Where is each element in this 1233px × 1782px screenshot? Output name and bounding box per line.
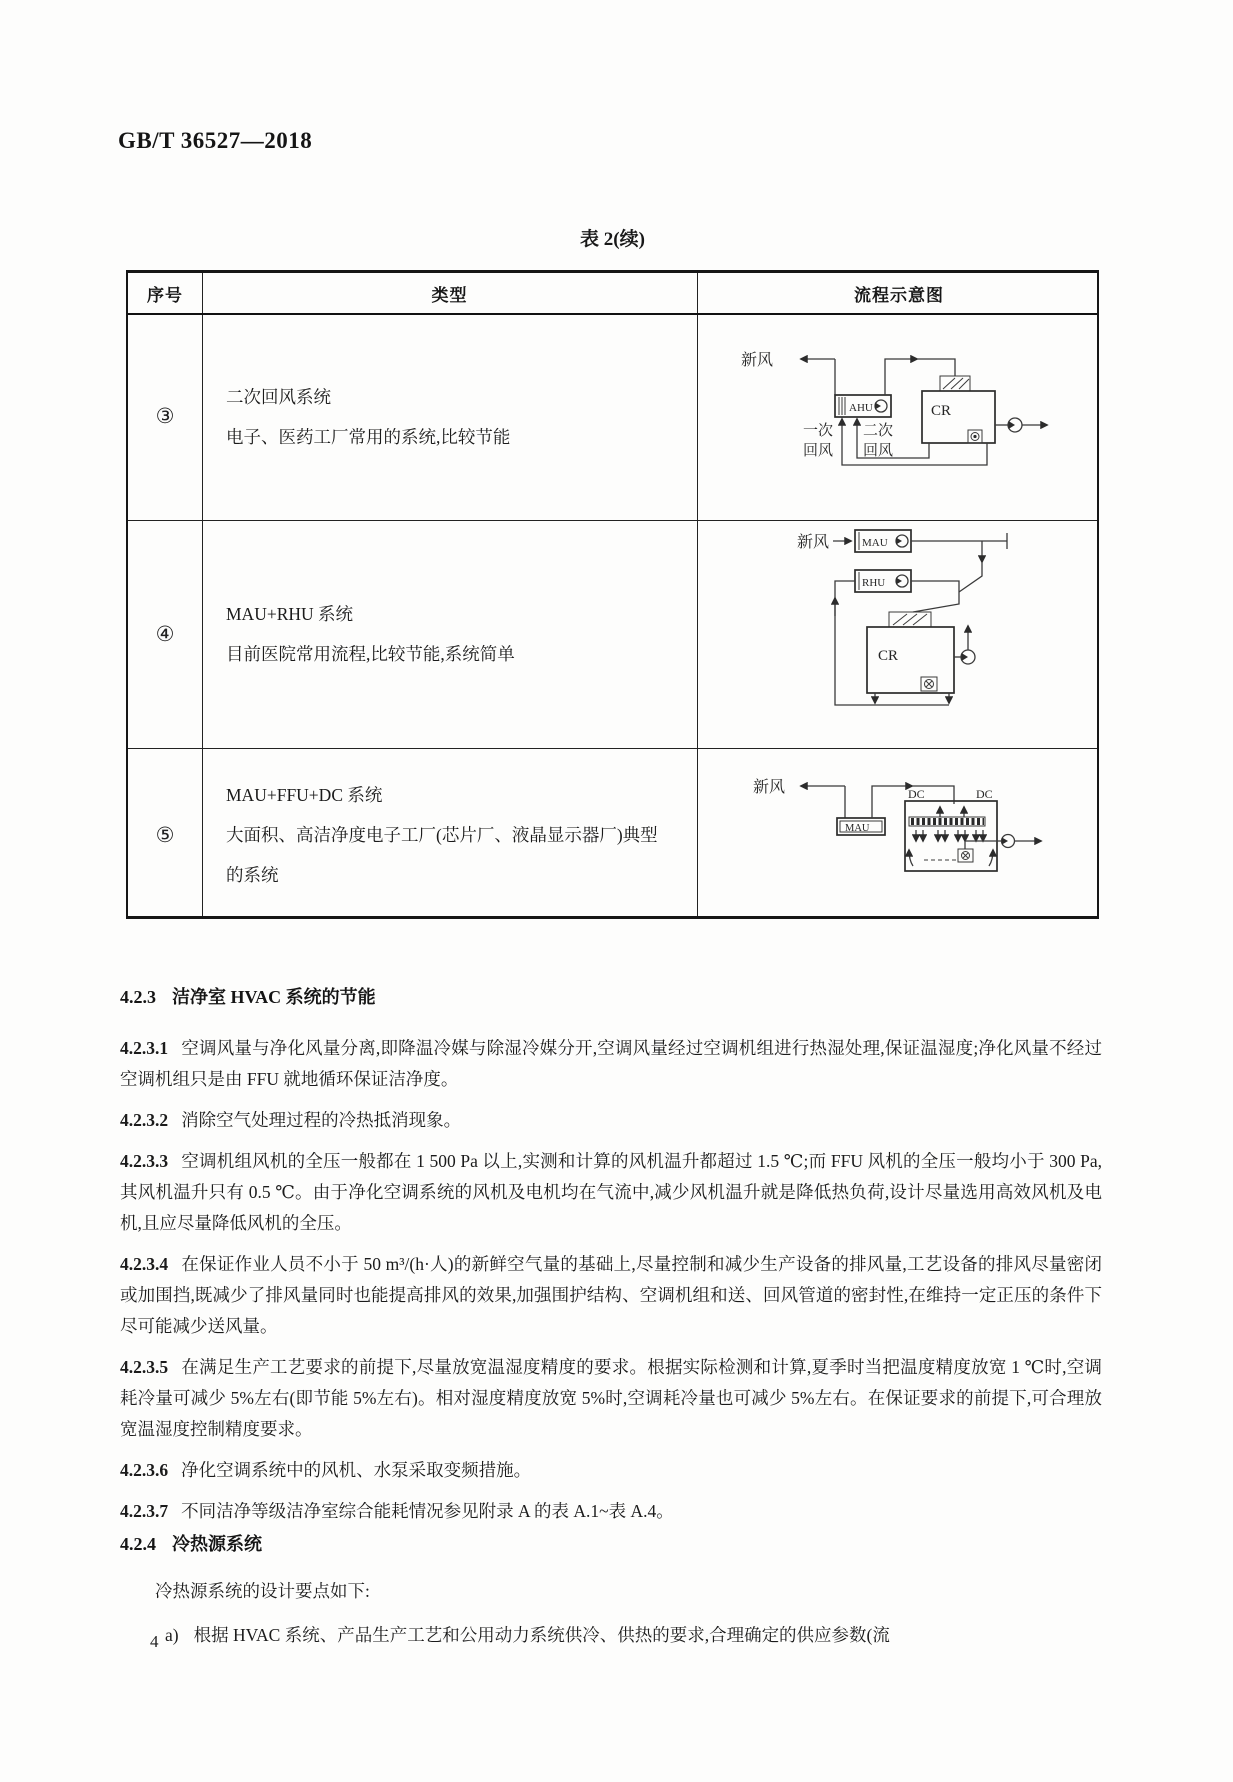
page-number: 4 <box>150 1632 159 1651</box>
exhaust-fan <box>1002 835 1015 848</box>
clause-number: 4.2.3.3 <box>120 1151 169 1171</box>
rhu-label: RHU <box>862 577 886 589</box>
clause-title: 冷热源系统 <box>172 1534 262 1554</box>
clause-4231 <box>120 1033 1102 1095</box>
clause-text: 不同洁净等级洁净室综合能耗情况参见附录 A 的表 A.1~表 A.4。 <box>181 1501 674 1521</box>
row5-type-desc: 大面积、高洁净度电子工厂(芯片厂、液晶显示器厂)典型的系统 <box>226 825 658 885</box>
cleanroom-label: CR <box>878 648 899 664</box>
fresh-air-label: 新风 <box>797 534 830 551</box>
clause-4234 <box>120 1249 1102 1342</box>
row3-seq: ③ <box>155 404 175 428</box>
mau-box <box>855 530 911 552</box>
row5-seq: ⑤ <box>155 822 175 847</box>
clause-text: 消除空气处理过程的冷热抵消现象。 <box>181 1110 462 1130</box>
cleanroom-box <box>867 627 954 693</box>
clause-number: 4.2.3.6 <box>120 1460 169 1480</box>
dc-label-left: DC <box>908 787 925 801</box>
clause-4237 <box>120 1496 1102 1527</box>
mau-box <box>837 818 885 835</box>
clause-number: 4.2.4 <box>120 1534 156 1554</box>
ffu-filter-bank <box>909 817 985 826</box>
clause-424-item-a <box>120 1620 1102 1651</box>
dc-label-right: DC <box>976 787 993 801</box>
clause-number: 4.2.3.2 <box>120 1110 169 1130</box>
clause-4233 <box>120 1146 1102 1239</box>
system-type-table <box>126 270 1099 919</box>
clause-423-section <box>120 985 1102 1537</box>
secondary-return-label: 二次 <box>863 423 894 439</box>
primary-return-label: 回风 <box>803 443 834 459</box>
clause-424-section <box>120 1532 1102 1651</box>
exhaust-fan <box>1008 418 1022 432</box>
primary-return-label: 一次 <box>803 423 834 439</box>
cleanroom-box <box>905 787 997 871</box>
row4-type-desc: 目前医院常用流程,比较节能,系统简单 <box>226 644 515 664</box>
rhu-box <box>855 570 911 592</box>
col-header-seq: 序号 <box>147 285 183 305</box>
row4-seq: ④ <box>155 621 175 646</box>
cleanroom-label: CR <box>931 403 952 419</box>
clause-424-intro: 冷热源系统的设计要点如下: <box>155 1581 370 1601</box>
clause-424-heading <box>120 1532 1102 1556</box>
mau-label: MAU <box>845 823 870 834</box>
row4-type-title: MAU+RHU 系统 <box>226 604 354 624</box>
list-item-label: a) <box>165 1625 179 1645</box>
row3-type-title: 二次回风系统 <box>226 386 331 407</box>
diagram-secondary-return-system <box>697 313 1101 520</box>
clause-4236 <box>120 1455 1102 1486</box>
airflow-down-arrows <box>916 830 983 841</box>
clause-text: 净化空调系统中的风机、水泵采取变频措施。 <box>181 1460 532 1480</box>
fresh-air-label: 新风 <box>741 352 774 369</box>
col-header-diagram: 流程示意图 <box>854 285 944 305</box>
ahu-box <box>835 395 891 417</box>
hepa-filter <box>940 376 970 391</box>
clause-number: 4.2.3.7 <box>120 1501 169 1521</box>
clause-number: 4.2.3.1 <box>120 1038 169 1058</box>
diagram-mau-ffu-dc-system <box>697 748 1101 922</box>
fresh-air-label: 新风 <box>753 779 786 796</box>
mau-label: MAU <box>862 537 888 549</box>
clause-text: 在满足生产工艺要求的前提下,尽量放宽温湿度精度的要求。根据实际检测和计算,夏季时当把温度精度放宽 1 ℃时,空调耗冷量可减少 5%左右(即节能 5%左右)。相对湿度精度放宽 5%时,空调耗冷量也可减少 5%左右。在保证要求的前提下,可合理放宽温湿度控制精度要求。 <box>120 1357 1102 1439</box>
row3-type-desc: 电子、医药工厂常用的系统,比较节能 <box>226 426 511 447</box>
clause-number: 4.2.3.5 <box>120 1357 169 1377</box>
diagram-mau-rhu-system <box>697 520 1101 748</box>
clause-text: 空调风量与净化风量分离,即降温冷媒与除湿冷媒分开,空调风量经过空调机组进行热湿处理,保证温湿度;净化风量不经过空调机组只是由 FFU 就地循环保证洁净度。 <box>120 1038 1102 1089</box>
clause-number: 4.2.3.4 <box>120 1254 169 1274</box>
clause-4235 <box>120 1352 1102 1445</box>
supply-fan <box>961 650 975 664</box>
clause-text: 在保证作业人员不小于 50 m³/(h·人)的新鲜空气量的基础上,尽量控制和减少生产设备的排风量,工艺设备的排风尽量密闭或加围挡,既减少了排风量同时也能提高排风的效果,加强围护结构、空调机组和送、回风管道的密封性,在维持一定正压的条件下尽可能减少送风量。 <box>120 1254 1102 1336</box>
row4-type <box>202 520 697 748</box>
clause-number: 4.2.3 <box>120 987 156 1007</box>
col-header-type: 类型 <box>431 285 468 305</box>
row3-type <box>202 313 697 520</box>
clause-423-heading <box>120 985 1102 1009</box>
ahu-label: AHU <box>849 402 873 414</box>
row5-type-title: MAU+FFU+DC 系统 <box>226 785 383 805</box>
clause-text: 空调机组风机的全压一般都在 1 500 Pa 以上,实测和计算的风机温升都超过 1.5 ℃;而 FFU 风机的全压一般均小于 300 Pa,其风机温升只有 0.5 ℃。由于净化空调系统的风机及电机均在气流中,减少风机温升就是降低热负荷,设计尽量选用高效风机及电机,且应尽量降低风机的全压。 <box>120 1151 1102 1233</box>
hepa-filter <box>889 612 931 627</box>
table-title: 表 2(续) <box>580 229 645 250</box>
list-item-text: 根据 HVAC 系统、产品生产工艺和公用动力系统供冷、供热的要求,合理确定的供应参数(流 <box>193 1625 890 1645</box>
row5-type <box>202 748 697 922</box>
document-number-header: GB/T 36527—2018 <box>118 128 313 153</box>
secondary-return-label: 回风 <box>863 443 894 459</box>
clause-title: 洁净室 HVAC 系统的节能 <box>172 987 376 1007</box>
clause-4232 <box>120 1105 1102 1136</box>
cleanroom-box <box>922 391 995 443</box>
